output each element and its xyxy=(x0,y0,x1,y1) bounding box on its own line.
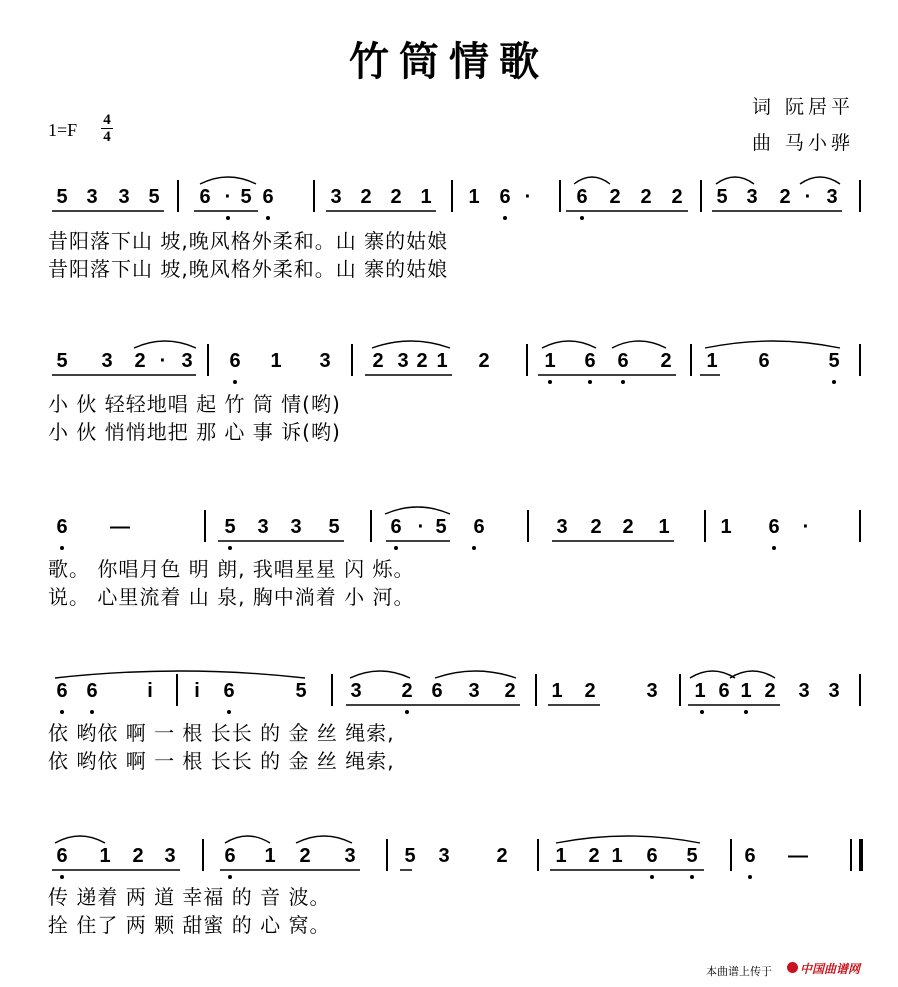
note: 2 xyxy=(504,680,516,702)
note: 2 xyxy=(132,845,144,867)
slur xyxy=(55,671,305,678)
note: 2 xyxy=(764,680,776,702)
octave-dot xyxy=(690,875,694,879)
note: 2 xyxy=(588,845,600,867)
octave-dot xyxy=(548,380,552,384)
slur xyxy=(435,671,516,678)
note: 6 xyxy=(262,186,274,208)
octave-dot xyxy=(394,546,398,550)
note: 5 xyxy=(828,350,840,372)
note: 3 xyxy=(344,845,356,867)
note: 3 xyxy=(556,516,568,538)
note: 5 xyxy=(404,845,416,867)
note: 5 xyxy=(328,516,340,538)
octave-dot xyxy=(588,380,592,384)
octave-dot xyxy=(228,875,232,879)
note: 1 xyxy=(468,186,480,208)
note: 6 xyxy=(224,845,236,867)
note: 2 xyxy=(390,186,402,208)
lyric-line-5-verse-2: 拴 住了 两 颗 甜蜜 的 心 窝。 xyxy=(48,913,331,937)
note: 1 xyxy=(270,350,282,372)
note: 3 xyxy=(646,680,658,702)
note: 6 xyxy=(56,516,68,538)
note: 3 xyxy=(181,350,193,372)
note: 1 xyxy=(658,516,670,538)
note: 5 xyxy=(240,186,252,208)
note: 2 xyxy=(360,186,372,208)
note: 6 xyxy=(617,350,629,372)
note: 3 xyxy=(468,680,480,702)
octave-dot xyxy=(621,380,625,384)
note: 6 xyxy=(56,680,68,702)
note: 5 xyxy=(295,680,307,702)
slur xyxy=(385,507,450,514)
octave-dot xyxy=(744,710,748,714)
note: 2 xyxy=(779,186,791,208)
octave-dot xyxy=(228,546,232,550)
slur xyxy=(574,177,610,184)
slur xyxy=(716,177,754,184)
note: 3 xyxy=(86,186,98,208)
lyric-line-2-verse-2: 小 伙 悄悄地把 那 心 事 诉(哟) xyxy=(48,420,341,444)
note: 1 xyxy=(706,350,718,372)
note: · xyxy=(417,516,425,538)
time-signature-top: 4 xyxy=(103,112,111,128)
note: 3 xyxy=(290,516,302,538)
composer-credit: 曲 马小骅 xyxy=(752,132,855,154)
note: 1 xyxy=(720,516,732,538)
octave-dot xyxy=(748,875,752,879)
note: 1 xyxy=(264,845,276,867)
note: 3 xyxy=(798,680,810,702)
octave-dot xyxy=(60,710,64,714)
slur xyxy=(372,341,450,348)
lyric-line-3-verse-1: 歌。 你唱月色 明 朗, 我唱星星 闪 烁。 xyxy=(48,557,415,581)
note: 2 xyxy=(584,680,596,702)
slur xyxy=(350,671,410,678)
note: · xyxy=(524,186,532,208)
note: 5 xyxy=(716,186,728,208)
slur xyxy=(800,177,840,184)
note: 6 xyxy=(431,680,443,702)
note: 2 xyxy=(671,186,683,208)
slur xyxy=(296,836,352,843)
note: 6 xyxy=(86,680,98,702)
note: 2 xyxy=(622,516,634,538)
octave-dot xyxy=(405,710,409,714)
note: 3 xyxy=(350,680,362,702)
note: 2 xyxy=(478,350,490,372)
note: 3 xyxy=(330,186,342,208)
note: 5 xyxy=(686,845,698,867)
note: 2 xyxy=(590,516,602,538)
octave-dot xyxy=(472,546,476,550)
note: 6 xyxy=(576,186,588,208)
slur xyxy=(705,341,840,348)
slur xyxy=(55,836,105,843)
lyric-line-2-verse-1: 小 伙 轻轻地唱 起 竹 筒 情(哟) xyxy=(48,392,341,416)
note: i xyxy=(147,680,153,702)
note: 6 xyxy=(499,186,511,208)
note: 2 xyxy=(416,350,428,372)
note: 2 xyxy=(496,845,508,867)
note: 3 xyxy=(438,845,450,867)
octave-dot xyxy=(700,710,704,714)
note: 6 xyxy=(584,350,596,372)
note: — xyxy=(788,845,808,867)
octave-dot xyxy=(650,875,654,879)
slur xyxy=(542,341,596,348)
note: 3 xyxy=(101,350,113,372)
note: 3 xyxy=(319,350,331,372)
note: 6 xyxy=(199,186,211,208)
note: 1 xyxy=(611,845,623,867)
note: 3 xyxy=(746,186,758,208)
note: 2 xyxy=(609,186,621,208)
note: 6 xyxy=(390,516,402,538)
note: 5 xyxy=(148,186,160,208)
note: 1 xyxy=(420,186,432,208)
note: 2 xyxy=(401,680,413,702)
note: · xyxy=(224,186,232,208)
octave-dot xyxy=(580,216,584,220)
note: 6 xyxy=(718,680,730,702)
note: 6 xyxy=(646,845,658,867)
lyric-line-4-verse-2: 依 哟依 啊 一 根 长长 的 金 丝 绳索, xyxy=(48,749,395,773)
note: 1 xyxy=(555,845,567,867)
note: · xyxy=(159,350,167,372)
slur xyxy=(730,671,775,678)
note: 6 xyxy=(229,350,241,372)
octave-dot xyxy=(503,216,507,220)
octave-dot xyxy=(227,710,231,714)
octave-dot xyxy=(226,216,230,220)
note: 3 xyxy=(828,680,840,702)
site-logo-icon xyxy=(787,962,798,973)
lyricist-credit: 词 阮居平 xyxy=(752,96,855,118)
note: 1 xyxy=(544,350,556,372)
note: · xyxy=(804,186,812,208)
slur xyxy=(690,671,735,678)
note: 3 xyxy=(397,350,409,372)
song-title: 竹筒情歌 xyxy=(349,38,549,85)
note: 2 xyxy=(134,350,146,372)
note: 1 xyxy=(551,680,563,702)
time-signature-bottom: 4 xyxy=(101,128,113,145)
note: 2 xyxy=(660,350,672,372)
octave-dot xyxy=(60,875,64,879)
slur xyxy=(225,836,270,843)
octave-dot xyxy=(266,216,270,220)
note: 6 xyxy=(223,680,235,702)
note: 6 xyxy=(758,350,770,372)
note: 1 xyxy=(436,350,448,372)
note: 6 xyxy=(473,516,485,538)
note: · xyxy=(802,516,810,538)
note: i xyxy=(194,680,200,702)
octave-dot xyxy=(832,380,836,384)
note: 3 xyxy=(164,845,176,867)
lyric-line-1-verse-1: 昔阳落下山 坡,晚风格外柔和。山 寨的姑娘 xyxy=(48,229,449,253)
note: 3 xyxy=(257,516,269,538)
note: 2 xyxy=(299,845,311,867)
octave-dot xyxy=(90,710,94,714)
octave-dot xyxy=(772,546,776,550)
note: 3 xyxy=(118,186,130,208)
note: 5 xyxy=(56,186,68,208)
site-logo: 中国曲谱网 xyxy=(800,962,861,976)
note: 6 xyxy=(768,516,780,538)
footer-text: 本曲谱上传于 xyxy=(706,965,772,978)
note: 6 xyxy=(744,845,756,867)
slur xyxy=(612,341,666,348)
lyric-line-4-verse-1: 依 哟依 啊 一 根 长长 的 金 丝 绳索, xyxy=(48,721,395,745)
octave-dot xyxy=(233,380,237,384)
note: 6 xyxy=(56,845,68,867)
note: 5 xyxy=(224,516,236,538)
note: 3 xyxy=(826,186,838,208)
note: 1 xyxy=(694,680,706,702)
note: 1 xyxy=(99,845,111,867)
note: 2 xyxy=(640,186,652,208)
slur xyxy=(134,341,196,348)
note: 1 xyxy=(740,680,752,702)
key-signature: 1=F xyxy=(48,120,78,140)
note: — xyxy=(110,516,130,538)
slur xyxy=(200,177,256,184)
octave-dot xyxy=(60,546,64,550)
lyric-line-3-verse-2: 说。 心里流着 山 泉, 胸中淌着 小 河。 xyxy=(48,585,415,609)
lyric-line-5-verse-1: 传 递着 两 道 幸福 的 音 波。 xyxy=(48,885,331,909)
note: 5 xyxy=(435,516,447,538)
note: 5 xyxy=(56,350,68,372)
note: 2 xyxy=(372,350,384,372)
slur xyxy=(556,836,700,843)
lyric-line-1-verse-2: 昔阳落下山 坡,晚风格外柔和。山 寨的姑娘 xyxy=(48,257,449,281)
